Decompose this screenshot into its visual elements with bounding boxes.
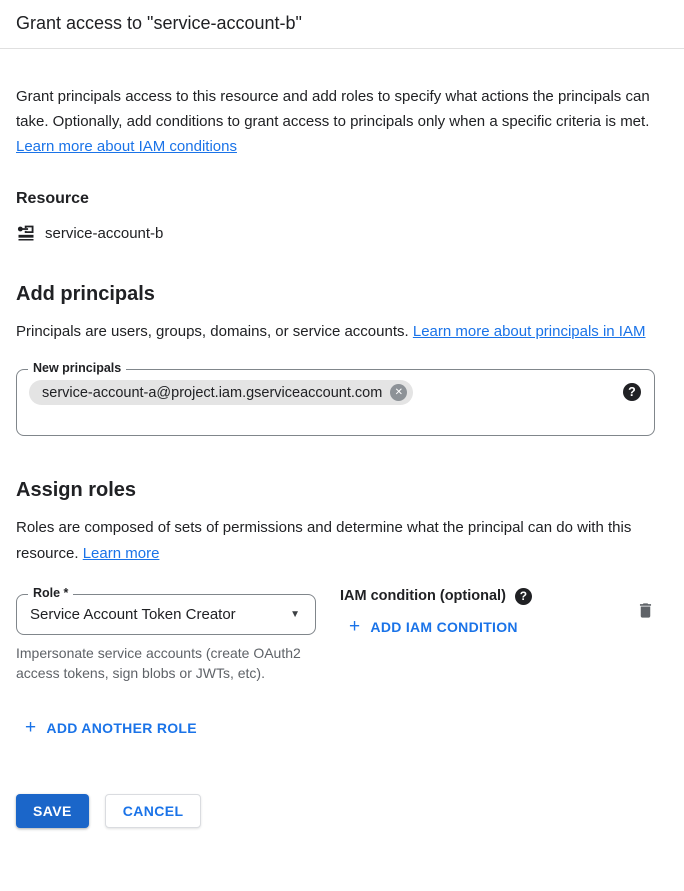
dialog-title: Grant access to "service-account-b" xyxy=(0,0,684,49)
dialog-actions xyxy=(16,794,655,828)
chip-remove-icon[interactable]: ✕ xyxy=(390,384,407,401)
principal-chip xyxy=(29,380,413,405)
role-row xyxy=(16,586,655,683)
resource-heading: Resource xyxy=(16,190,89,207)
add-principals-heading: Add principals xyxy=(16,283,155,305)
intro-text-body: Grant principals access to this resource and add roles to specify what actions the principals can take. Optionally, add conditions to grant access to principals only when a specific criteria is met. xyxy=(16,88,650,130)
plus-icon: + xyxy=(25,717,37,738)
resource-name: service-account-b xyxy=(45,224,164,242)
assign-roles-text: Roles are composed of sets of permissions and determine what the principal can do with this resource. xyxy=(16,519,632,562)
cancel-button[interactable]: CANCEL xyxy=(105,794,202,828)
add-another-role-button[interactable] xyxy=(25,717,197,738)
role-label: Role * xyxy=(28,586,73,600)
add-principals-text: Principals are users, groups, domains, or service accounts. xyxy=(16,323,409,340)
delete-role-button[interactable] xyxy=(636,601,655,620)
role-description: Impersonate service accounts (create OAuth2 access tokens, sign blobs or JWTs, etc). xyxy=(16,645,301,681)
iam-condition-column xyxy=(340,587,532,637)
new-principals-field[interactable] xyxy=(16,361,655,436)
add-principals-description xyxy=(16,319,655,345)
assign-roles-description xyxy=(16,515,655,567)
plus-icon: + xyxy=(349,616,361,637)
iam-conditions-link[interactable]: Learn more about IAM conditions xyxy=(16,138,237,155)
dialog-body xyxy=(0,84,684,828)
iam-condition-help-icon[interactable]: ? xyxy=(515,587,532,605)
assign-roles-heading: Assign roles xyxy=(16,479,137,501)
new-principals-label: New principals xyxy=(28,361,126,375)
role-column xyxy=(16,586,316,683)
principals-help-icon[interactable]: ? xyxy=(623,383,641,401)
service-account-icon xyxy=(16,223,36,243)
principal-chip-text: service-account-a@project.iam.gserviceaccount.com xyxy=(42,384,383,401)
iam-condition-label-row xyxy=(340,587,532,605)
principals-learn-more-link[interactable]: Learn more about principals in IAM xyxy=(412,323,646,340)
save-button[interactable]: SAVE xyxy=(16,794,89,828)
role-select[interactable] xyxy=(16,586,316,635)
trash-icon xyxy=(636,601,655,620)
iam-condition-label: IAM condition (optional) xyxy=(340,588,506,604)
roles-learn-more-link[interactable]: Learn more xyxy=(82,545,160,562)
add-another-role-label: ADD ANOTHER ROLE xyxy=(46,720,197,736)
add-iam-condition-label: ADD IAM CONDITION xyxy=(370,619,518,635)
resource-row xyxy=(16,223,655,243)
add-iam-condition-button[interactable] xyxy=(349,616,518,637)
intro-text xyxy=(16,84,655,159)
chevron-down-icon: ▼ xyxy=(290,609,300,620)
role-selected-value: Service Account Token Creator xyxy=(30,606,236,623)
